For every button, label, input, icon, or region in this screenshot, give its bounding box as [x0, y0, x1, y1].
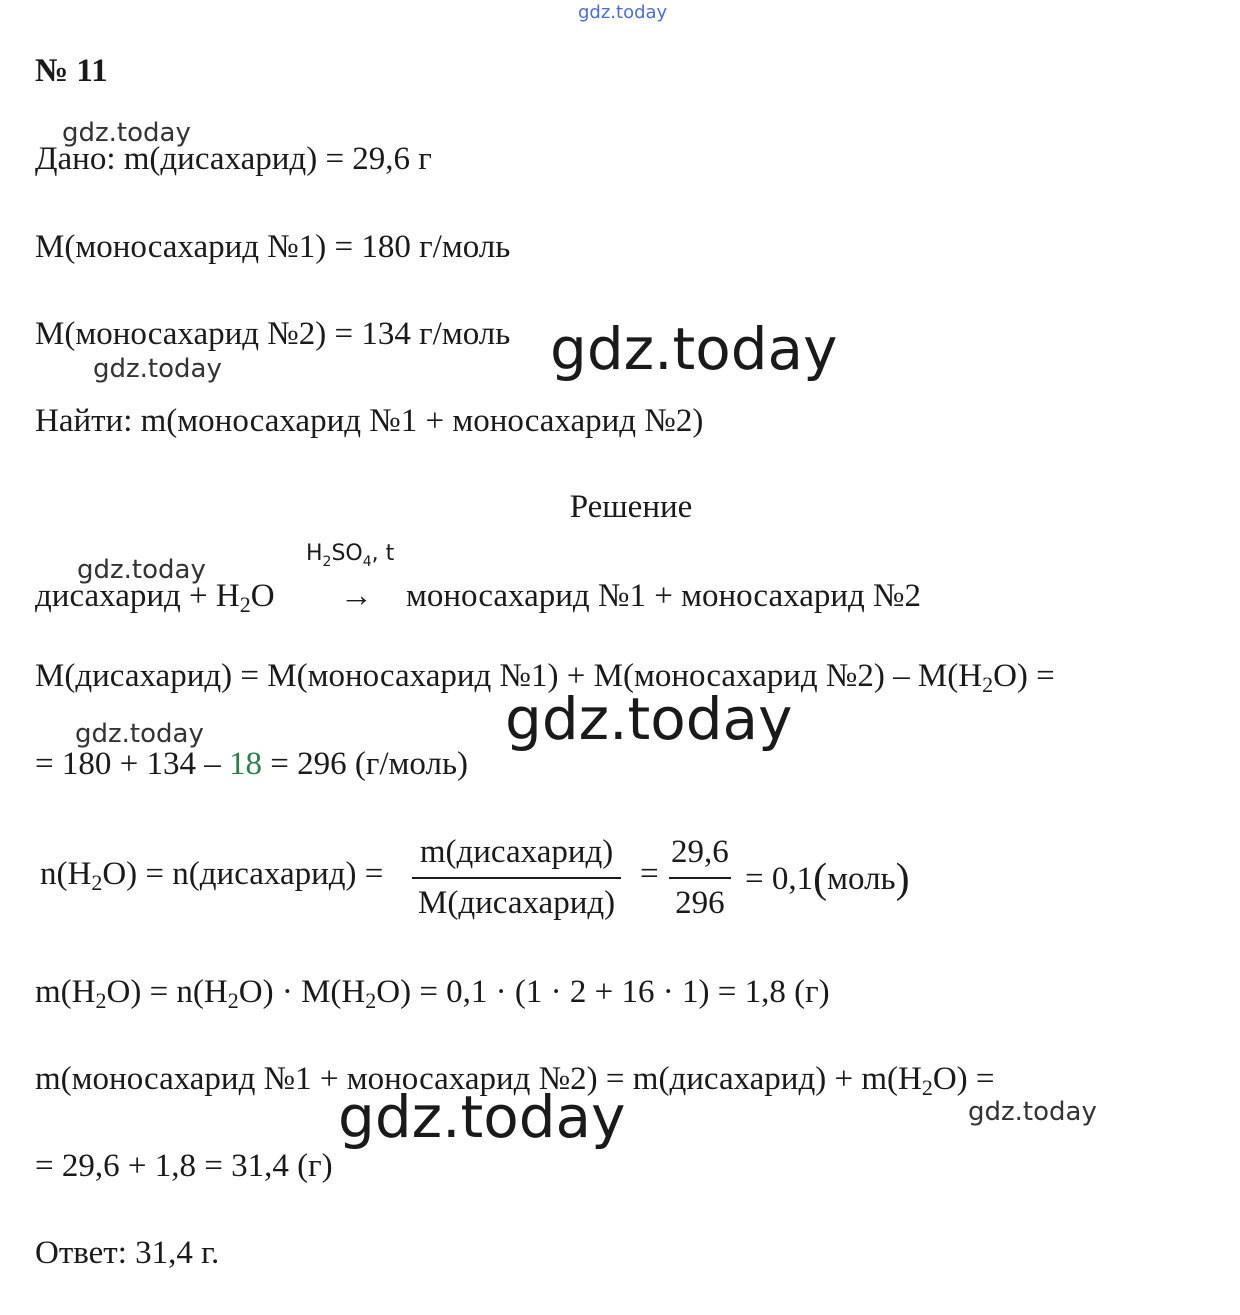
watermark-small: gdz.today [62, 118, 191, 148]
given-line: М(моносахарид №1) = 180 г/моль [35, 229, 511, 265]
equals-sign: = [640, 856, 659, 892]
watermark-big: gdz.today [505, 685, 793, 753]
total-mass-line: m(моносахарид №1 + моносахарид №2) = m(дисахарид) + $m(H_2O)$ = [35, 1061, 995, 1100]
molar-mass-line: = 180 + 134 – 18 = 296 (г/моль) [35, 746, 468, 782]
watermark-small: gdz.today [93, 354, 222, 384]
given-line: М(моносахарид №2) = 134 г/моль [35, 316, 511, 352]
reaction-products: моносахарид №1 + моносахарид №2 [406, 578, 922, 614]
water-mass-line: $m(H_2O) = n(H_2O) \cdot М(H_2O) = 0,1 \cdot (1 \cdot 2 + 16 \cdot 1) = 1,8$ (г) [35, 974, 830, 1013]
watermark-small: gdz.today [968, 1097, 1097, 1127]
amount-lhs: $n(H_2O)$ = n(дисахарид) = [40, 856, 384, 895]
fraction-denominator: М(дисахарид) [412, 877, 621, 920]
solution-heading: Решение [569, 489, 693, 525]
given-line: Дано: m(дисахарид) = 29,6 г [35, 141, 432, 177]
fraction-numerator: 29,6 [671, 834, 729, 870]
fraction-numerator: m(дисахарид) [419, 834, 614, 870]
molar-mass-line: М(дисахарид) = М(моносахарид №1) + М(моносахарид №2) – $М(H_2O)$ = [35, 658, 1055, 697]
reaction-equation: дисахарид + $H_2O$ [35, 578, 275, 617]
find-line: Найти: m(моносахарид №1 + моносахарид №2) [35, 403, 704, 439]
fraction-mass-over-molar [412, 836, 621, 920]
watermark-big: gdz.today [338, 1083, 626, 1151]
total-mass-line: = 29,6 + 1,8 = 31,4 (г) [35, 1148, 333, 1184]
fraction-denominator: 296 [669, 877, 731, 920]
answer-line: Ответ: 31,4 г. [35, 1235, 220, 1271]
amount-result: = 0,1(моль) [745, 856, 910, 902]
problem-number: № 11 [35, 53, 108, 89]
watermark-small: gdz.today [77, 555, 206, 585]
fraction-values [665, 836, 735, 920]
watermark-big: gdz.today [550, 315, 838, 383]
watermark-small: gdz.today [75, 719, 204, 749]
reaction-catalyst: $H_2SO_4$, t [306, 541, 395, 570]
reaction-arrow: → [340, 578, 373, 614]
water-molar-mass: 18 [228, 746, 262, 782]
watermark-top: gdz.today [578, 2, 668, 23]
